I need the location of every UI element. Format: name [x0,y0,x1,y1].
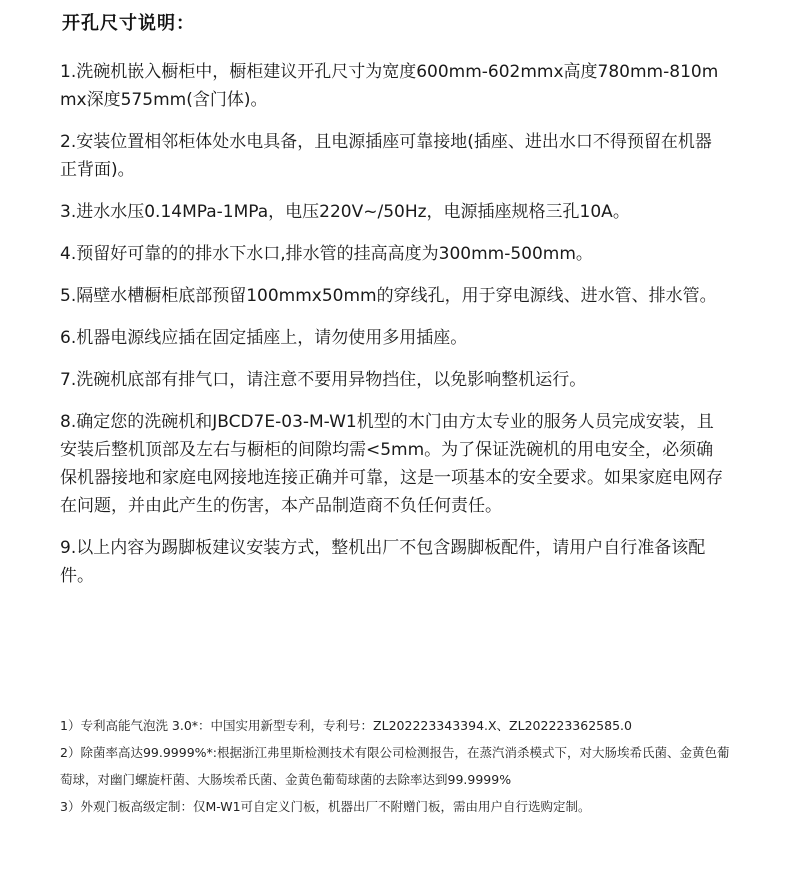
section-heading: 开孔尺寸说明： [62,13,195,34]
instruction-item-1: 1.洗碗机嵌入橱柜中，橱柜建议开孔尺寸为宽度600mm-602mmx高度780mm-810mmx深度575mm(含门体)。 [60,62,719,110]
instruction-item-8: 8.确定您的洗碗机和JBCD7E-03-M-W1机型的木门由方太专业的服务人员完成安装，且安装后整机顶部及左右与橱柜的间隙均需<5mm。为了保证洗碗机的用电安全，必须确保机器接地和家庭电网接地连接正确并可靠，这是一项基本的安全要求。如果家庭电网存在问题，并由此产生的伤害，本产品制造商不负任何责任。 [60,412,723,516]
instruction-list [60,58,724,604]
instruction-item-3: 3.进水水压0.14MPa-1MPa，电压220V~/50Hz，电源插座规格三孔10A。 [60,202,630,222]
footnote-1: 1）专利高能气泡洗 3.0*：中国实用新型专利，专利号：ZL202223343394.X、ZL202223362585.0 [60,718,632,733]
footnote-3: 3）外观门板高级定制：仅M-W1可自定义门板，机器出厂不附赠门板，需由用户自行选购定制。 [60,799,591,814]
instruction-item-4: 4.预留好可靠的的排水下水口,排水管的挂高高度为300mm-500mm。 [60,244,593,264]
instruction-item-6: 6.机器电源线应插在固定插座上，请勿使用多用插座。 [60,328,468,348]
instruction-item-5: 5.隔壁水槽橱柜底部预留100mmx50mm的穿线孔，用于穿电源线、进水管、排水管。 [60,286,717,306]
footnote-2: 2）除菌率高达99.9999%*:根据浙江弗里斯检测技术有限公司检测报告，在蒸汽消杀模式下，对大肠埃希氏菌、金黄色葡萄球，对幽门螺旋杆菌、大肠埃希氏菌、金黄色葡萄球菌的去除率达到99.9999% [60,745,730,787]
instruction-item-7: 7.洗碗机底部有排气口，请注意不要用异物挡住，以免影响整机运行。 [60,370,587,390]
instruction-item-2: 2.安装位置相邻柜体处水电具备，且电源插座可靠接地(插座、进出水口不得预留在机器正背面)。 [60,132,712,180]
instruction-item-9: 9.以上内容为踢脚板建议安装方式，整机出厂不包含踢脚板配件，请用户自行准备该配件。 [60,538,706,586]
footnotes [60,712,730,820]
